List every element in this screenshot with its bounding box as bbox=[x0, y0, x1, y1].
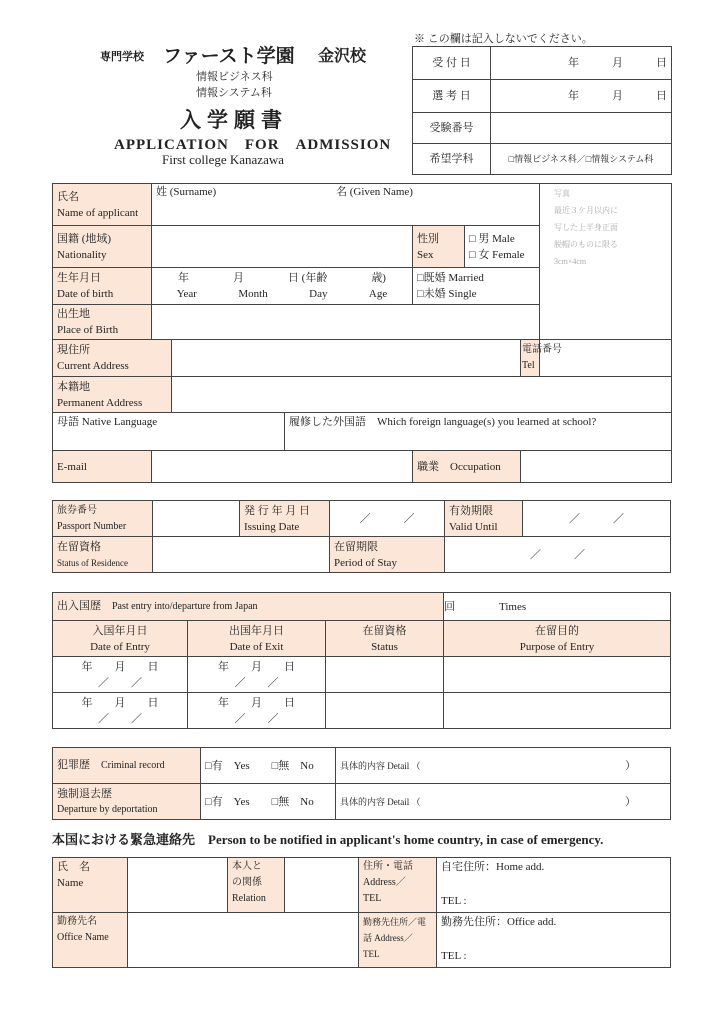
label-en: Status of Residence bbox=[57, 557, 128, 568]
purpose-field[interactable] bbox=[444, 693, 671, 729]
label-en: Departure by deportation bbox=[57, 803, 158, 815]
times-field[interactable]: 回 Times bbox=[444, 593, 671, 621]
emergency-heading: 本国における緊急連絡先 Person to be notified in applicant's home country, in case of emergency. bbox=[52, 832, 604, 847]
label-jp: 生年月日 bbox=[57, 272, 101, 284]
photo-note: 3cm×4cm bbox=[554, 257, 587, 266]
photo-note: 脱帽のものに限る bbox=[554, 240, 619, 249]
slash-label: ／ ／ bbox=[98, 676, 142, 689]
home-address-label bbox=[359, 858, 437, 913]
label-jp: 出入国歴 bbox=[57, 600, 101, 612]
label-jp: 現住所 bbox=[57, 344, 90, 356]
label-jp: 犯罪歴 bbox=[57, 759, 90, 771]
entry-history-table bbox=[52, 592, 671, 729]
dob-year: 年 bbox=[177, 272, 189, 284]
label-jp: 在留期限 bbox=[334, 540, 378, 553]
home-address-field[interactable] bbox=[437, 858, 671, 913]
label-en: Permanent Address bbox=[57, 396, 143, 409]
emergency-name-label bbox=[53, 858, 128, 913]
ymd-label: 年 月 日 bbox=[81, 696, 159, 709]
office-label: 希望学科 bbox=[413, 144, 491, 175]
detail-label: 具体的内容 Detail （ bbox=[340, 760, 421, 771]
dob-day-en: Day bbox=[309, 288, 328, 300]
native-language-field[interactable] bbox=[53, 413, 285, 451]
office-value[interactable]: 年 月 日 bbox=[491, 80, 672, 113]
occupation-label: 職業 Occupation bbox=[413, 451, 521, 483]
status-field[interactable] bbox=[326, 693, 444, 729]
photo-note: 最近３ケ月以内に bbox=[554, 206, 619, 215]
dob-label bbox=[53, 268, 152, 305]
dob-age-en: Age bbox=[368, 288, 388, 300]
slash-label: ／ ／ bbox=[98, 712, 142, 725]
label-en: Sex bbox=[417, 248, 434, 261]
office-dept-choice[interactable]: □情報ビジネス科／□情報システム科 bbox=[491, 144, 672, 175]
passport-number-field[interactable] bbox=[153, 501, 240, 537]
label-en: TEL bbox=[363, 893, 382, 904]
label-jp: 本人と bbox=[232, 861, 262, 872]
label-jp: 出生地 bbox=[57, 308, 90, 320]
entry-history-label bbox=[53, 593, 444, 621]
label-jp: 国籍 (地域) bbox=[57, 232, 112, 245]
slash-label: ／ ／ bbox=[234, 712, 279, 725]
email-label: E-mail bbox=[53, 451, 152, 483]
label-en: Office Name bbox=[57, 932, 109, 943]
status-header bbox=[326, 621, 444, 657]
criminal-detail-field[interactable] bbox=[336, 748, 671, 784]
label-jp: 電話番号 bbox=[522, 344, 562, 355]
date-of-exit-header bbox=[188, 621, 326, 657]
label-en: TEL bbox=[363, 949, 380, 959]
office-name-label bbox=[53, 913, 128, 968]
detail-label: 具体的内容 Detail （ bbox=[340, 796, 421, 807]
dept-business: 情報ビジネス科 bbox=[196, 71, 273, 83]
surname-label: 姓 (Surname) bbox=[156, 186, 217, 198]
label-en: Passport Number bbox=[57, 520, 127, 532]
criminal-record-label bbox=[53, 748, 201, 784]
label-jp: 入国年月日 bbox=[92, 624, 148, 637]
label-jp: 旅券番号 bbox=[57, 504, 97, 516]
exit-date-field[interactable] bbox=[188, 693, 326, 729]
label-jp: 在留資格 bbox=[57, 540, 101, 553]
native-language-label: 母語 Native Language bbox=[57, 416, 158, 428]
date-of-entry-header bbox=[53, 621, 188, 657]
dob-day: 日 (年齢 bbox=[287, 272, 328, 284]
detail-close: ） bbox=[625, 795, 636, 808]
marital-field[interactable] bbox=[413, 268, 540, 305]
label-jp: 有効期限 bbox=[449, 504, 493, 517]
given-name-label: 名 (Given Name) bbox=[336, 186, 413, 198]
applicant-table bbox=[52, 183, 672, 483]
passport-number-label bbox=[53, 501, 153, 537]
deportation-label bbox=[53, 784, 201, 820]
school-name: ファースト学園 bbox=[163, 46, 295, 67]
relation-label bbox=[228, 858, 285, 913]
entry-date-field[interactable] bbox=[53, 693, 188, 729]
email-field[interactable] bbox=[152, 451, 413, 483]
label-en: Date of Exit bbox=[229, 640, 284, 653]
label-en: Name of applicant bbox=[57, 206, 139, 219]
table-row bbox=[53, 693, 671, 729]
label-jp: 住所・電話 bbox=[363, 861, 413, 872]
office-note: ※ この欄は記入しないでください。 bbox=[414, 33, 593, 45]
label-jp: 出国年月日 bbox=[229, 624, 284, 637]
label-jp: 話 Address／ bbox=[363, 933, 413, 943]
dept-system: 情報システム科 bbox=[196, 87, 272, 99]
address-field[interactable] bbox=[172, 340, 521, 377]
label-jp: 在留目的 bbox=[535, 624, 580, 637]
occupation-field[interactable] bbox=[521, 451, 672, 483]
period-of-stay-label bbox=[330, 537, 445, 573]
label-jp: の関係 bbox=[232, 877, 262, 888]
office-label: 選 考 日 bbox=[413, 80, 491, 113]
pob-label bbox=[53, 305, 152, 340]
dob-month-en: Month bbox=[238, 288, 268, 300]
label-en: Address／ bbox=[363, 877, 406, 888]
male-checkbox[interactable]: □ 男 Male bbox=[469, 232, 515, 245]
label-jp: 発 行 年 月 日 bbox=[244, 504, 310, 517]
issuing-date-label bbox=[240, 501, 330, 537]
label-en: Place of Birth bbox=[57, 324, 119, 336]
label-en: Criminal record bbox=[101, 760, 165, 771]
label-jp: 勤務先住所／電 bbox=[363, 917, 427, 927]
label-en: Name bbox=[57, 877, 84, 889]
office-use-table bbox=[412, 46, 672, 175]
sex-label bbox=[413, 226, 465, 268]
ymd-label: 年 月 日 bbox=[218, 696, 295, 709]
nationality-field[interactable] bbox=[152, 226, 413, 268]
foreign-language-field[interactable] bbox=[285, 413, 672, 451]
home-address-caption: 自宅住所：Home add. bbox=[441, 861, 545, 873]
detail-close: ） bbox=[625, 759, 636, 772]
photo-note: 写した上半身正面 bbox=[554, 223, 619, 232]
label-jp: 在留資格 bbox=[362, 624, 407, 637]
tel-caption: TEL : bbox=[441, 950, 467, 962]
photo-note: 写真 bbox=[554, 189, 571, 198]
office-name-field[interactable] bbox=[128, 913, 359, 968]
name-label bbox=[53, 184, 152, 226]
sex-field[interactable] bbox=[465, 226, 540, 268]
campus-name: 金沢校 bbox=[318, 48, 367, 65]
label-jp: 勤務先名 bbox=[57, 916, 97, 927]
label-en: Date of Entry bbox=[90, 640, 150, 653]
emergency-table bbox=[52, 857, 671, 968]
label-en: Purpose of Entry bbox=[519, 640, 595, 653]
emergency-name-field[interactable] bbox=[128, 858, 228, 913]
single-checkbox[interactable]: □未婚 Single bbox=[417, 288, 477, 300]
period-of-stay-field[interactable]: ／ ／ bbox=[445, 537, 671, 573]
exit-date-field[interactable] bbox=[188, 657, 326, 693]
residence-status-label bbox=[53, 537, 153, 573]
page-title-en: APPLICATION FOR ADMISSION bbox=[114, 137, 392, 153]
office-address-caption: 勤務先住所：Office add. bbox=[441, 916, 557, 928]
tel-caption: TEL : bbox=[441, 895, 467, 907]
label-jp: 氏名 bbox=[57, 190, 79, 203]
label-en: Period of Stay bbox=[334, 556, 397, 569]
office-address-label bbox=[359, 913, 437, 968]
college-name-en: First college Kanazawa bbox=[162, 152, 285, 167]
valid-until-field[interactable]: ／ ／ bbox=[523, 501, 671, 537]
photo-box[interactable] bbox=[540, 184, 672, 340]
ymd-label: 年 月 日 bbox=[218, 660, 295, 673]
passport-table bbox=[52, 500, 671, 573]
label-jp: 性別 bbox=[417, 232, 439, 245]
valid-until-label bbox=[445, 501, 523, 537]
dob-field[interactable] bbox=[152, 268, 413, 305]
foreign-language-label: 履修した外国語 Which foreign language(s) you learned at school? bbox=[289, 416, 597, 428]
dob-age: 歳) bbox=[371, 272, 386, 284]
purpose-field[interactable] bbox=[444, 657, 671, 693]
dob-year-en: Year bbox=[176, 288, 197, 300]
criminal-yes-no[interactable]: □有 Yes □無 No bbox=[201, 748, 336, 784]
label-en: Status bbox=[371, 640, 398, 653]
nationality-label bbox=[53, 226, 152, 268]
female-checkbox[interactable]: □ 女 Female bbox=[469, 248, 525, 261]
label-en: Current Address bbox=[57, 360, 129, 372]
name-field[interactable] bbox=[152, 184, 540, 226]
slash-label: ／ ／ bbox=[234, 676, 279, 689]
label-en: Nationality bbox=[57, 248, 107, 261]
ymd-label: 年 月 日 bbox=[81, 660, 159, 673]
label-en: Valid Until bbox=[449, 520, 498, 533]
married-checkbox[interactable]: □既婚 Married bbox=[417, 272, 484, 284]
label-jp: 本籍地 bbox=[57, 380, 90, 393]
relation-field[interactable] bbox=[285, 858, 359, 913]
label-en: Past entry into/departure from Japan bbox=[112, 601, 258, 612]
office-label: 受 付 日 bbox=[413, 47, 491, 80]
deportation-yes-no[interactable]: □有 Yes □無 No bbox=[201, 784, 336, 820]
dob-month: 月 bbox=[232, 272, 244, 284]
status-field[interactable] bbox=[326, 657, 444, 693]
tel-label bbox=[521, 340, 562, 377]
deportation-detail-field[interactable] bbox=[336, 784, 671, 820]
office-value[interactable] bbox=[491, 113, 672, 144]
residence-status-field[interactable] bbox=[153, 537, 330, 573]
permanent-address-label bbox=[53, 377, 172, 413]
table-row bbox=[53, 657, 671, 693]
criminal-record-table bbox=[52, 747, 671, 820]
page-title: 入学願書 bbox=[180, 108, 288, 132]
entry-date-field[interactable] bbox=[53, 657, 188, 693]
office-address-field[interactable] bbox=[437, 913, 671, 968]
address-label bbox=[53, 340, 172, 377]
label-en: Issuing Date bbox=[244, 520, 300, 533]
office-label: 受験番号 bbox=[413, 113, 491, 144]
office-value[interactable]: 年 月 日 bbox=[491, 47, 672, 80]
school-type: 専門学校 bbox=[100, 51, 144, 63]
label-en: Tel bbox=[522, 360, 535, 371]
label-jp: 氏 名 bbox=[57, 861, 90, 873]
permanent-address-field[interactable] bbox=[172, 377, 672, 413]
label-en: Relation bbox=[232, 893, 266, 904]
label-jp: 強制退去歴 bbox=[57, 787, 112, 800]
label-en: Date of birth bbox=[57, 288, 114, 300]
purpose-header bbox=[444, 621, 671, 657]
issuing-date-field[interactable]: ／ ／ bbox=[330, 501, 445, 537]
pob-field[interactable] bbox=[152, 305, 540, 340]
